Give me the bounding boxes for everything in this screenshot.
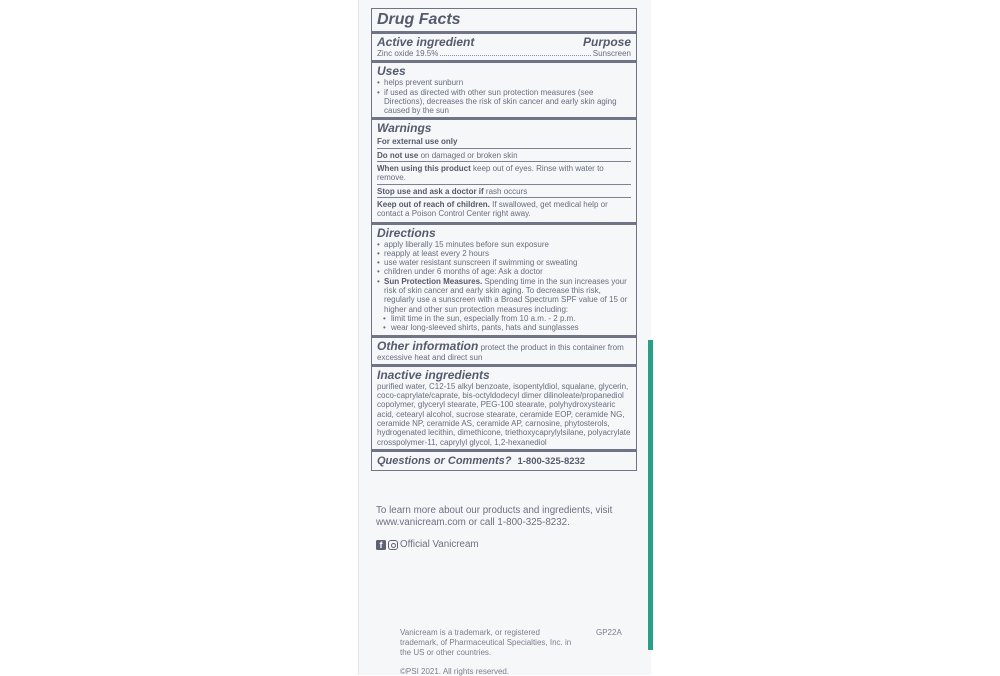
external-use-note <box>377 135 631 147</box>
drug-facts-title: Drug Facts <box>377 11 461 28</box>
sun-protection-measures-item <box>377 277 631 314</box>
uses-item: • if used as directed with other sun protection measures (see Directions), decreases the risk of skin cancer and early skin aging caused by the sun <box>377 88 631 116</box>
directions-item: • children under 6 months of age: Ask a doctor <box>377 267 631 276</box>
stop-use-text: rash occurs <box>483 186 528 196</box>
carton-green-edge <box>648 340 653 650</box>
sun-protection-label: Sun Protection Measures. <box>384 276 483 286</box>
stop-use-label: Stop use and ask a doctor if <box>377 186 484 196</box>
when-using-text: keep out of eyes. Rinse with water to remove. <box>377 164 604 183</box>
warnings-heading: Warnings <box>377 121 432 136</box>
drug-facts-panel <box>371 8 637 471</box>
uses-list <box>377 78 631 115</box>
directions-heading: Directions <box>377 225 436 240</box>
warnings-section <box>377 120 631 221</box>
directions-item: • reapply at least every 2 hours <box>377 249 631 258</box>
copyright-notice: ©PSI 2021. All rights reserved. <box>400 667 510 676</box>
uses-section <box>377 63 631 117</box>
keep-out-label: Keep out of reach of children. <box>377 199 490 209</box>
do-not-use-text: on damaged or broken skin <box>418 150 518 160</box>
active-ingredient-name: Zinc oxide 19.5% <box>377 49 439 58</box>
inactive-ingredients-section <box>377 367 631 449</box>
directions-list <box>377 240 631 333</box>
directions-sub-item: • wear long-sleeved shirts, pants, hats and sunglasses <box>377 323 631 332</box>
sun-protection-text: Spending time in the sun increases your risk of skin cancer and early skin aging. To decrease this risk, regularly use a sunscreen with a Broad Spectrum SPF value of 15 or higher and other sun protection measures including: <box>384 276 628 314</box>
more-info-text: To learn more about our products and ingredients, visit www.vanicream.com or call 1-800-325-8232. <box>376 505 613 528</box>
other-information-heading: Other information <box>377 338 479 353</box>
uses-heading: Uses <box>377 64 406 79</box>
purpose-heading: Purpose <box>582 35 631 49</box>
social-links <box>376 539 479 550</box>
stop-use-warning <box>377 185 631 197</box>
questions-phone: 1-800-325-8232 <box>517 455 586 467</box>
do-not-use-warning <box>377 149 631 161</box>
questions-label: Questions or Comments? <box>377 454 512 467</box>
uses-item: • helps prevent sunburn <box>377 78 631 87</box>
active-headings <box>377 35 631 49</box>
keep-out-text: If swallowed, get medical help or contact a Poison Control Center right away. <box>377 199 608 219</box>
other-information-text: protect the product in this container from excessive heat and direct sun <box>377 342 624 362</box>
directions-sub-item: • limit time in the sun, especially from 10 a.m. - 2 p.m. <box>377 314 631 323</box>
active-ingredient-section <box>377 34 631 60</box>
leader-dots <box>440 55 590 56</box>
inactive-ingredients-heading: Inactive ingredients <box>377 367 490 382</box>
instagram-icon <box>388 540 398 550</box>
social-handle: Official Vanicream <box>400 539 479 550</box>
active-ingredient-row <box>377 49 631 58</box>
trademark-notice: Vanicream is a trademark, or registered trademark, of Pharmaceutical Specialties, Inc. in the US or other countries. <box>400 628 572 657</box>
questions-section <box>377 452 631 470</box>
product-code: GP22A <box>596 628 622 637</box>
directions-item: • apply liberally 15 minutes before sun exposure <box>377 240 631 249</box>
directions-item: • use water resistant sunscreen if swimming or sweating <box>377 258 631 267</box>
keep-out-warning <box>377 198 631 220</box>
active-ingredient-heading: Active ingredient <box>377 35 475 49</box>
do-not-use-label: Do not use <box>377 150 419 160</box>
when-using-label: When using this product <box>377 164 471 174</box>
directions-section <box>377 225 631 335</box>
external-use-label: For external use only <box>377 137 458 147</box>
facebook-icon: f <box>376 540 386 550</box>
inactive-ingredients-text: purified water, C12-15 alkyl benzoate, isopentyldiol, squalane, glycerin, coco-caprylate/caprate, bis-octyldodecyl dimer dilinoleate/propanediol copolymer, glyceryl stearate, PEG-100 stearate, polyhydroxystearic acid, cetearyl alcohol, sucrose stearate, ceramide EOP, ceramide NG, ceramide NP, ceramide AS, ceramide AP, carnosine, phytosterols, hydrogenated lecithin, dimethicone, triethoxycaprylylsilane, polyacrylate crosspolymer-11, caprylyl glycol, 1,2-hexanediol <box>377 381 631 447</box>
active-ingredient-purpose: Sunscreen <box>592 49 631 58</box>
other-information-section <box>377 338 631 364</box>
when-using-warning <box>377 162 631 184</box>
